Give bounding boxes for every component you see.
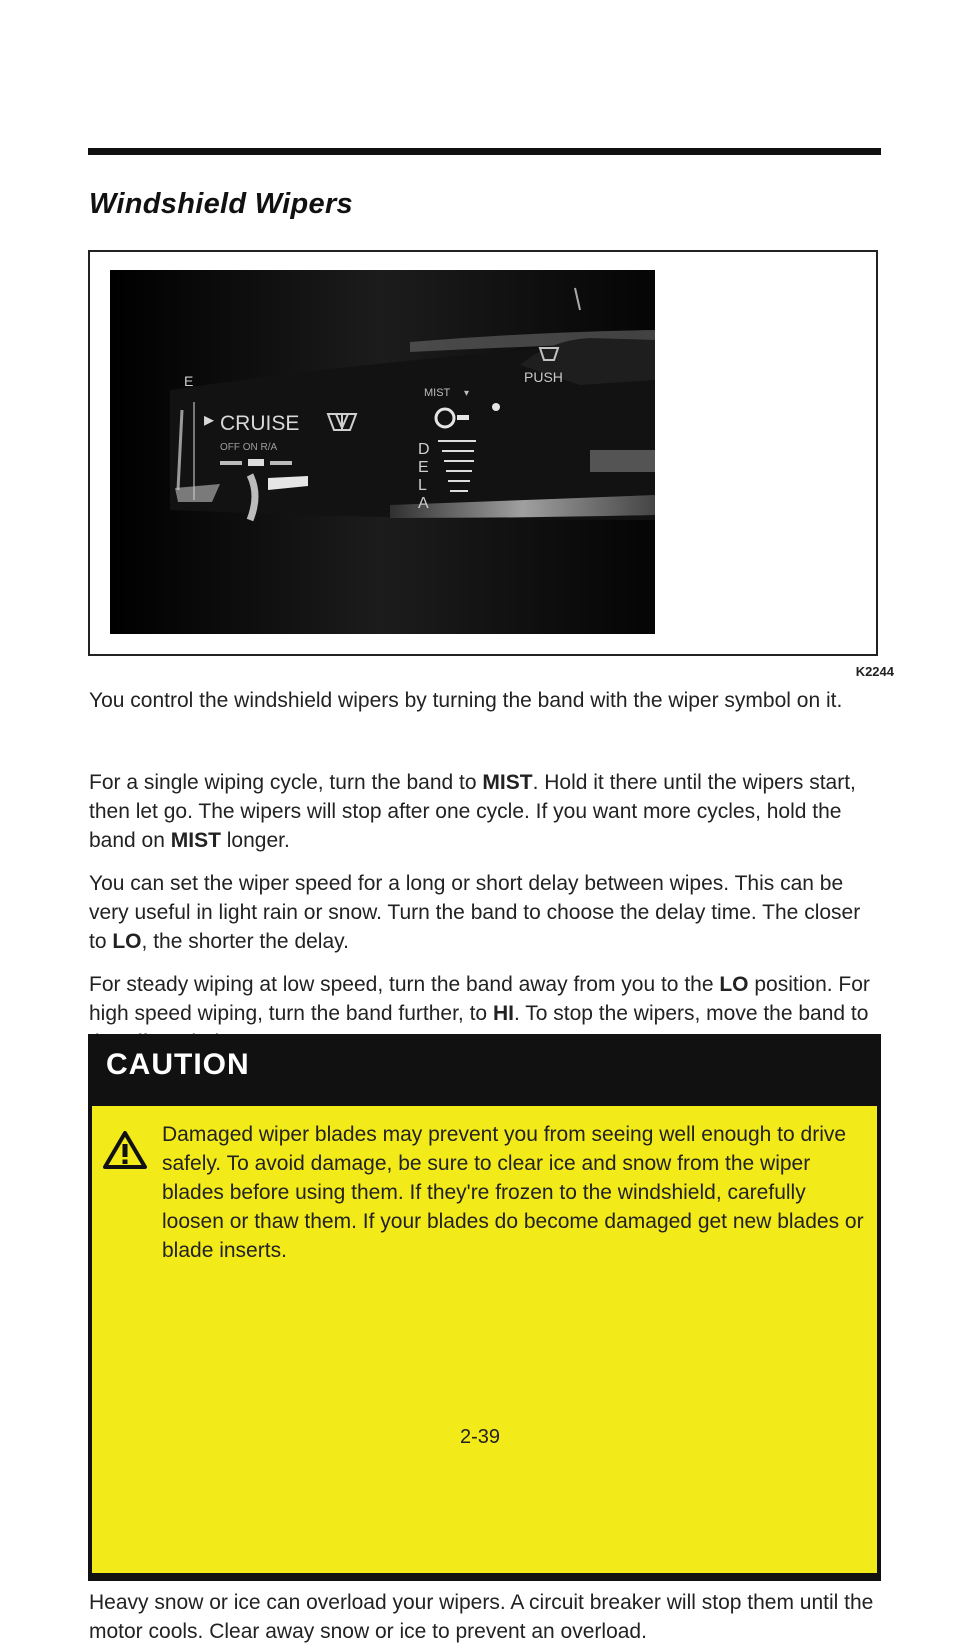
paragraph-speed: For steady wiping at low speed, turn the band away from you to the LO position. For high speed wiping, turn the band further, to HI. To stop the wipers, move the band to <box>89 973 870 1025</box>
mist-term: MIST <box>482 771 533 794</box>
wiper-control-photo <box>110 270 655 634</box>
cruise-label: CRUISE <box>220 412 300 435</box>
caution-text: Damaged wiper blades may prevent you from seeing well enough to drive safely. To avoid damage, be sure to clear ice and snow from the wiper blades before using them. If they're frozen to the windshield, carefully loosen or thaw them. If your blades do become damaged get new blades or blade inserts. <box>162 1123 864 1262</box>
svg-text:E: E <box>418 459 429 476</box>
hi-term: HI <box>492 1002 514 1025</box>
warning-triangle-icon <box>102 1130 148 1170</box>
mist-term: MIST <box>170 829 221 852</box>
svg-text:▸: ▸ <box>204 409 215 431</box>
top-rule <box>88 148 881 155</box>
lo-term: LO <box>112 930 142 953</box>
paragraph-overload: Heavy snow or ice can overload your wipers. A circuit breaker will stop them until the motor cools. Clear away snow or ice to prevent an overload. <box>89 1591 874 1643</box>
svg-text:L: L <box>418 477 427 494</box>
caution-body <box>88 1106 881 1573</box>
off-on-ra-label: OFF ON R/A <box>220 442 278 453</box>
svg-text:A: A <box>418 495 429 512</box>
lo-term: LO <box>719 973 749 996</box>
svg-text:E: E <box>184 373 194 389</box>
figure-code: K2244 <box>855 664 894 679</box>
paragraph-mist: For a single wiping cycle, turn the band to MIST. Hold it there until the wipers start, then let go. The wipers will stop after one cycle. If you want more cycles, hold the band on MIST longer. <box>89 771 856 852</box>
page-title: Windshield Wipers <box>89 188 353 220</box>
paragraph-delay: You can set the wiper speed for a long or short delay between wipes. This can be very useful in light rain or snow. Turn the band to choose the delay time. The closer to LO, the shorter the delay. <box>89 872 861 953</box>
svg-text:D: D <box>418 441 430 458</box>
caution-title: CAUTION <box>106 1048 250 1081</box>
svg-text:▾: ▾ <box>464 388 470 399</box>
caution-header <box>88 1034 881 1106</box>
mist-label: MIST <box>424 387 451 399</box>
paragraph-intro: You control the windshield wipers by turning the band with the wiper symbol on it. <box>89 689 843 712</box>
caution-bottom-rule <box>88 1573 881 1581</box>
push-label: PUSH <box>524 369 563 385</box>
caution-box <box>88 1034 881 1581</box>
page-number: 2-39 <box>459 1426 501 1448</box>
